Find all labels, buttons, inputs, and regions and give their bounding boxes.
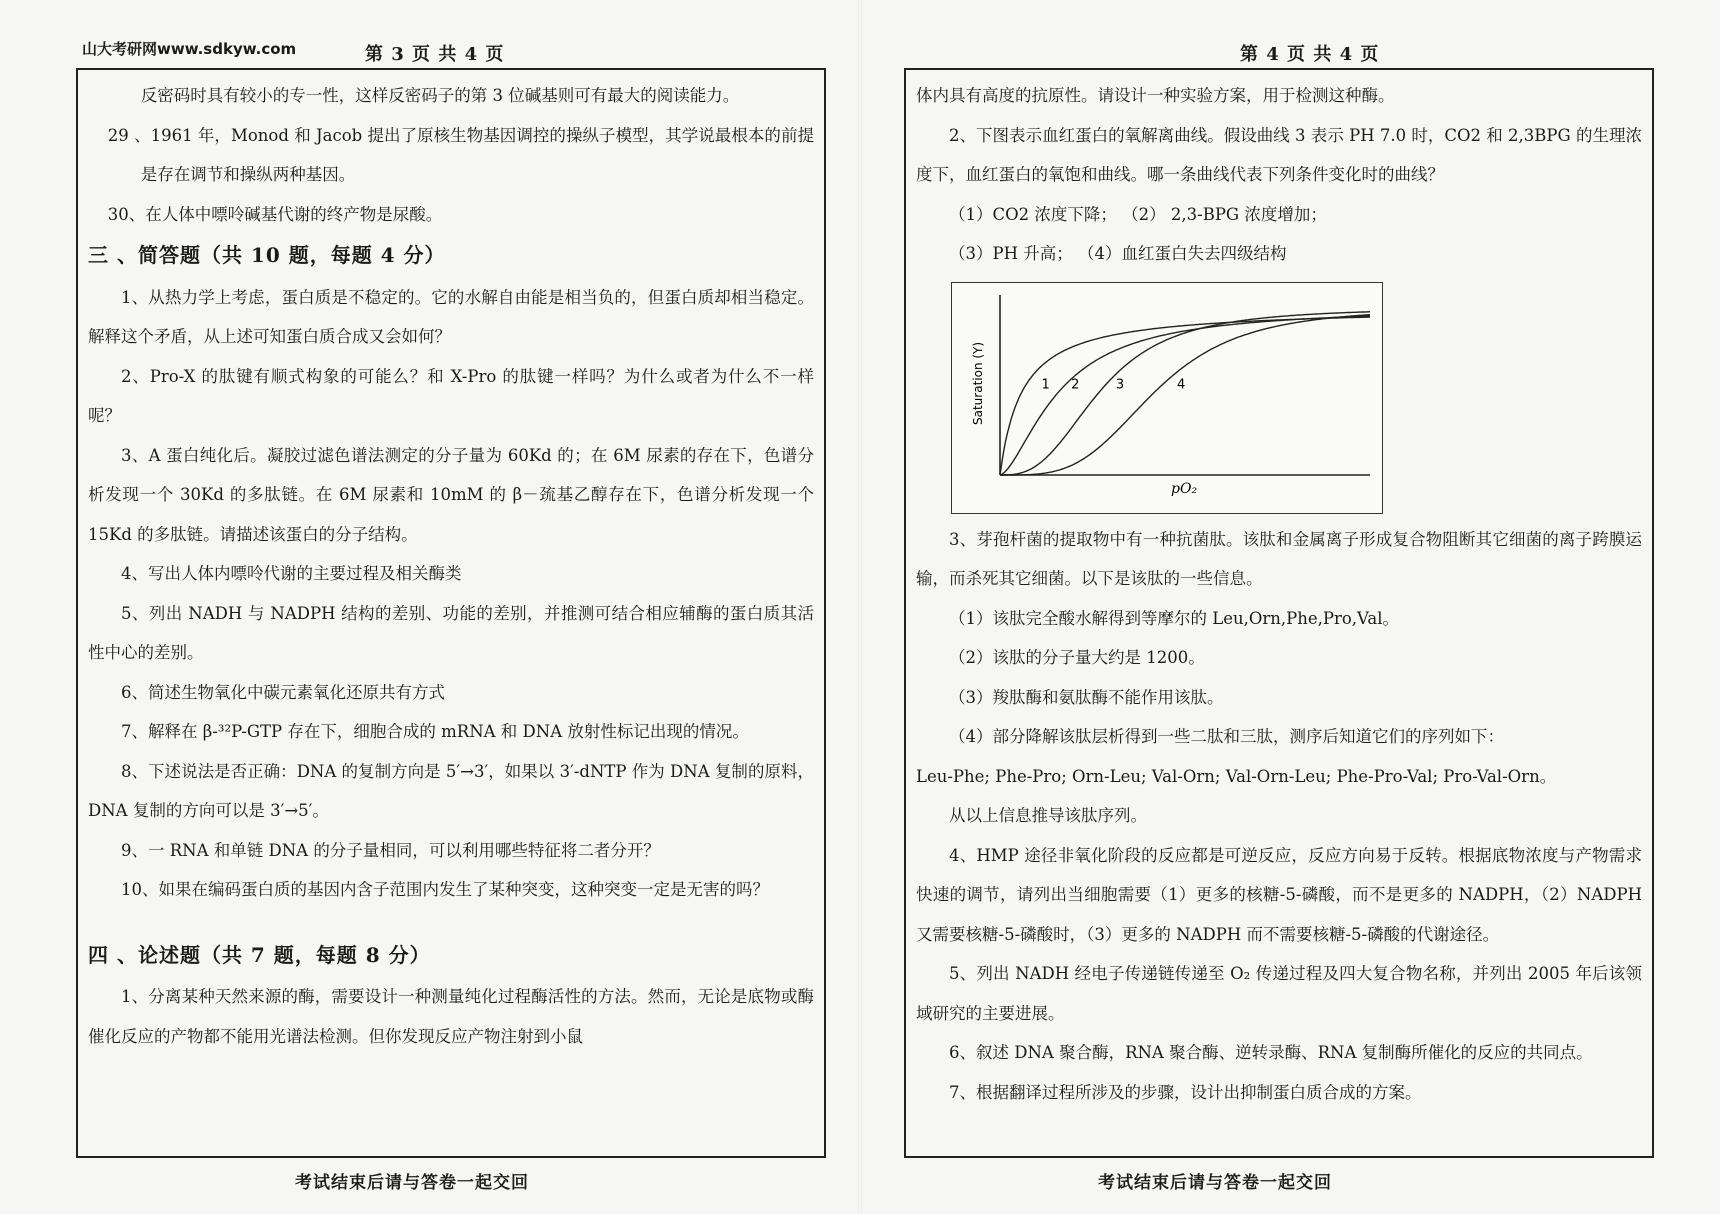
text-line: （1）CO2 浓度下降； （2） 2,3-BPG 浓度增加； xyxy=(949,204,1327,224)
right-text-body xyxy=(916,76,1642,1112)
x-axis-label: pO₂ xyxy=(1171,480,1198,497)
text-line: 体内具有高度的抗原性。请设计一种实验方案，用于检测这种酶。 xyxy=(916,86,1395,105)
text-line: （4）部分降解该肽层析得到一些二肽和三肽，测序后知道它们的序列如下： xyxy=(949,727,1504,746)
text-line: （2）该肽的分子量大约是 1200。 xyxy=(949,648,1205,667)
curve-label-3: 3 xyxy=(1115,377,1125,393)
text-line: 4、HMP 途径非氧化阶段的反应都是可逆反应，反应方向易于反转。根据底物浓度与产物需求快速的调节，请列出当细胞需要（1）更多的核糖-5-磷酸，而不是更多的 NADPH，（2）NADPH 又需要核糖-5-磷酸时，（3）更多的 NADPH 而不需要核糖-5-磷酸的代谢途径。 xyxy=(916,845,1642,944)
text-line: Leu-Phe; Phe-Pro; Orn-Leu; Val-Orn; Val-Orn-Leu; Phe-Pro-Val; Pro-Val-Orn。 xyxy=(916,766,1557,786)
chart-svg xyxy=(952,283,1382,513)
text-line: 9、一 RNA 和单链 DNA 的分子量相同，可以利用哪些特征将二者分开？ xyxy=(121,840,660,860)
right-content-frame xyxy=(904,68,1654,1158)
text-line: 29 、1961 年，Monod 和 Jacob 提出了原核生物基因调控的操纵子模型，其学说最根本的前提是存在调节和操纵两种基因。 xyxy=(107,125,814,184)
site-watermark: 山大考研网www.sdkyw.com xyxy=(82,40,297,58)
text-line: 8、下述说法是否正确：DNA 的复制方向是 5′→3′，如果以 3′-dNTP 作为 DNA 复制的原料，DNA 复制的方向可以是 3′→5′。 xyxy=(88,761,814,820)
text-line: 6、简述生物氧化中碳元素氧化还原共有方式 xyxy=(121,682,445,702)
text-line: 5、列出 NADH 经电子传递链传递至 O₂ 传递过程及四大复合物名称，并列出 2005 年后该领域研究的主要进展。 xyxy=(916,964,1642,1023)
text-line: 4、写出人体内嘌呤代谢的主要过程及相关酶类 xyxy=(121,564,462,583)
oxygen-dissociation-chart xyxy=(951,282,1383,514)
left-text-body xyxy=(88,76,814,1056)
curve-label-2: 2 xyxy=(1071,377,1080,393)
text-line: （3）羧肽酶和氨肽酶不能作用该肽。 xyxy=(949,687,1224,707)
curve-2 xyxy=(1000,316,1370,475)
text-line: 从以上信息推导该肽序列。 xyxy=(949,806,1147,825)
text-line: 2、下图表示血红蛋白的氧解离曲线。假设曲线 3 表示 PH 7.0 时，CO2 和 2,3BPG 的生理浓度下，血红蛋白的氧饱和曲线。哪一条曲线代表下列条件变化时的曲线？ xyxy=(916,125,1642,184)
footer-left: 考试结束后请与答卷一起交回 xyxy=(295,1173,529,1193)
y-axis-label: Saturation (Y) xyxy=(971,341,985,425)
section-heading: 三 、简答题（共 10 题，每题 4 分） xyxy=(88,243,446,267)
text-line: 7、解释在 β-³²P-GTP 存在下，细胞合成的 mRNA 和 DNA 放射性标记出现的情况。 xyxy=(121,722,749,741)
curve-3 xyxy=(1000,311,1370,474)
text-line: （1）该肽完全酸水解得到等摩尔的 Leu,Orn,Phe,Pro,Val。 xyxy=(949,608,1400,628)
right-text-bottom xyxy=(916,520,1642,1113)
text-line: 1、从热力学上考虑，蛋白质是不稳定的。它的水解自由能是相当负的，但蛋白质却相当稳定。解释这个矛盾，从上述可知蛋白质合成又会如何？ xyxy=(88,287,814,346)
page-header-right: 第 4 页 共 4 页 xyxy=(1240,44,1380,65)
text-line: 7、根据翻译过程所涉及的步骤，设计出抑制蛋白质合成的方案。 xyxy=(949,1082,1422,1102)
page-header-left: 第 3 页 共 4 页 xyxy=(365,44,505,65)
section-heading: 四 、论述题（共 7 题，每题 8 分） xyxy=(88,942,431,967)
text-line: 5、列出 NADH 与 NADPH 结构的差别、功能的差别，并推测可结合相应辅酶的蛋白质其活性中心的差别。 xyxy=(88,603,814,662)
text-line: 反密码时具有较小的专一性，这样反密码子的第 3 位碱基则可有最大的阅读能力。 xyxy=(140,86,740,105)
right-text-top xyxy=(916,76,1642,274)
footer-right: 考试结束后请与答卷一起交回 xyxy=(1098,1173,1332,1193)
text-line: 3、A 蛋白纯化后。凝胶过滤色谱法测定的分子量为 60Kd 的；在 6M 尿素的存在下，色谱分析发现一个 30Kd 的多肽链。在 6M 尿素和 10mM 的 β－巯基乙醇存在下，色谱分析发现一个 15Kd 的多肽链。请描述该蛋白的分子结构。 xyxy=(88,445,814,544)
text-line: 30、在人体中嘌呤碱基代谢的终产物是尿酸。 xyxy=(107,204,443,224)
right-page xyxy=(860,0,1720,1214)
text-line: 2、Pro-X 的肽键有顺式构象的可能么？和 X-Pro 的肽键一样吗？为什么或者为什么不一样呢？ xyxy=(88,366,814,425)
text-line: 6、叙述 DNA 聚合酶，RNA 聚合酶、逆转录酶、RNA 复制酶所催化的反应的共同点。 xyxy=(949,1043,1593,1062)
left-content-frame xyxy=(76,68,826,1158)
curve-label-4: 4 xyxy=(1176,377,1186,393)
text-line xyxy=(88,910,814,934)
text-line: 10、如果在编码蛋白质的基因内含子范围内发生了某种突变，这种突变一定是无害的吗？ xyxy=(121,880,769,899)
curve-label-1: 1 xyxy=(1041,377,1050,393)
text-line: 1、分离某种天然来源的酶，需要设计一种测量纯化过程酶活性的方法。然而，无论是底物或酶催化反应的产物都不能用光谱法检测。但你发现反应产物注射到小鼠 xyxy=(88,987,814,1046)
text-line: （3）PH 升高； （4）血红蛋白失去四级结构 xyxy=(949,244,1287,263)
text-line: 3、芽孢杆菌的提取物中有一种抗菌肽。该肽和金属离子形成复合物阻断其它细菌的离子跨膜运输，而杀死其它细菌。以下是该肽的一些信息。 xyxy=(916,529,1642,588)
